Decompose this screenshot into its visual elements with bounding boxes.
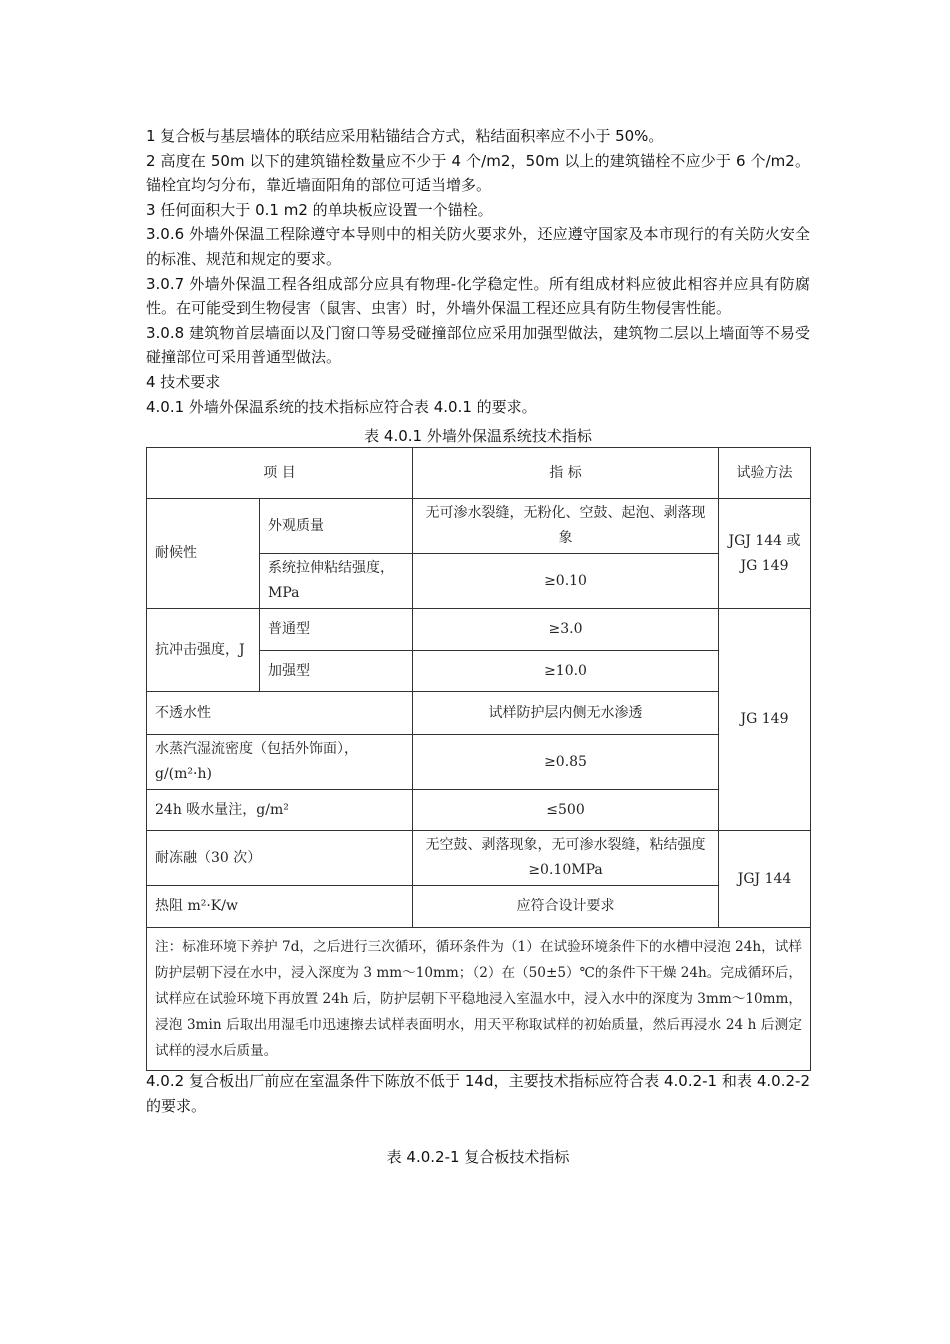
paragraph-307: 3.0.7 外墙外保温工程各组成部分应具有物理-化学稳定性。所有组成材料应彼此相容并应具有防腐性。在可能受到生物侵害（鼠害、虫害）时，外墙外保温工程还应具有防生物侵害性能。 <box>146 274 810 318</box>
freeze-label: 耐冻融（30 次） <box>147 831 413 886</box>
paragraph-402: 4.0.2 复合板出厂前应在室温条件下陈放不低于 14d，主要技术指标应符合表 4.0.2-1 和表 4.0.2-2 的要求。 <box>146 1072 810 1115</box>
table-row <box>147 609 811 651</box>
table-row <box>147 499 811 554</box>
thermal-label: 热阻 m²·K/w <box>147 886 413 928</box>
table-row <box>147 790 811 831</box>
jg149-method: JG 149 <box>719 609 811 831</box>
impact-reinforced-label: 加强型 <box>260 651 413 692</box>
spec-table <box>146 447 811 1071</box>
header-index: 指 标 <box>413 448 719 499</box>
table-note-row <box>147 928 811 1071</box>
header-method: 试验方法 <box>719 448 811 499</box>
paragraph-3: 3 任何面积大于 0.1 m2 的单块板应设置一个锚栓。 <box>146 200 493 219</box>
impact-normal-label: 普通型 <box>260 609 413 651</box>
impact-label: 抗冲击强度，J <box>147 609 260 692</box>
weather-method: JGJ 144 或 JG 149 <box>719 499 811 609</box>
thermal-value: 应符合设计要求 <box>413 886 719 928</box>
table-row <box>147 831 811 886</box>
paragraph-401: 4.0.1 外墙外保温系统的技术指标应符合表 4.0.1 的要求。 <box>146 397 537 416</box>
table-row <box>147 735 811 790</box>
paragraph-308: 3.0.8 建筑物首层墙面以及门窗口等易受碰撞部位应采用加强型做法，建筑物二层以上墙面等不易受碰撞部位可采用普通型做法。 <box>146 323 810 367</box>
table-note: 注：标准环境下养护 7d，之后进行三次循环，循环条件为（1）在试验环境条件下的水槽中浸泡 24h，试样防护层朝下浸在水中，浸入深度为 3 mm～10mm；（2）在（50±5）℃的条件下干燥 24h。完成循环后，试样应在试验环境下再放置 24h 后，防护层朝下平稳地浸入室温水中，浸入水中的深度为 3mm～10mm，浸泡 3min 后取出用湿毛巾迅速擦去试样表面明水，用天平称取试样的初始质量，然后再浸水 24 h 后测定试样的浸水后质量。 <box>147 928 811 1071</box>
header-item: 项 目 <box>147 448 413 499</box>
absorption-value: ≤500 <box>413 790 719 831</box>
paragraph-1: 1 复合板与基层墙体的联结应采用粘锚结合方式，粘结面积率应不小于 50%。 <box>146 127 664 145</box>
bond-label: 系统拉伸粘结强度，MPa <box>260 554 413 609</box>
table-row <box>147 886 811 928</box>
freeze-value: 无空鼓、剥落现象，无可渗水裂缝，粘结强度≥0.10MPa <box>413 831 719 886</box>
impermeability-value: 试样防护层内侧无水渗透 <box>413 692 719 735</box>
appearance-value: 无可渗水裂缝，无粉化、空鼓、起泡、剥落现象 <box>413 499 719 554</box>
paragraph-2: 2 高度在 50m 以下的建筑锚栓数量应不少于 4 个/m2，50m 以上的建筑锚栓不应少于 6 个/m2。锚栓宜均匀分布，靠近墙面阳角的部位可适当增多。 <box>146 151 810 195</box>
table-caption: 表 4.0.1 外墙外保温系统技术指标 <box>364 427 592 445</box>
table-caption-4021: 表 4.0.2-1 复合板技术指标 <box>386 1148 570 1166</box>
impact-reinforced-value: ≥10.0 <box>413 651 719 692</box>
jgj144-method: JGJ 144 <box>719 831 811 928</box>
weather-label: 耐候性 <box>147 499 260 609</box>
vapor-value: ≥0.85 <box>413 735 719 790</box>
paragraph-306: 3.0.6 外墙外保温工程除遵守本导则中的相关防火要求外，还应遵守国家及本市现行的有关防火安全的标准、规范和规定的要求。 <box>146 225 810 268</box>
section-heading-4: 4 技术要求 <box>146 372 221 391</box>
table-header-row <box>147 448 811 499</box>
impermeability-label: 不透水性 <box>147 692 413 735</box>
table-row <box>147 692 811 735</box>
body-text <box>146 124 810 419</box>
appearance-label: 外观质量 <box>260 499 413 554</box>
impact-normal-value: ≥3.0 <box>413 609 719 651</box>
bond-value: ≥0.10 <box>413 554 719 609</box>
absorption-label: 24h 吸水量注，g/m² <box>147 790 413 831</box>
vapor-label: 水蒸汽湿流密度（包括外饰面），g/(m²·h) <box>147 735 413 790</box>
